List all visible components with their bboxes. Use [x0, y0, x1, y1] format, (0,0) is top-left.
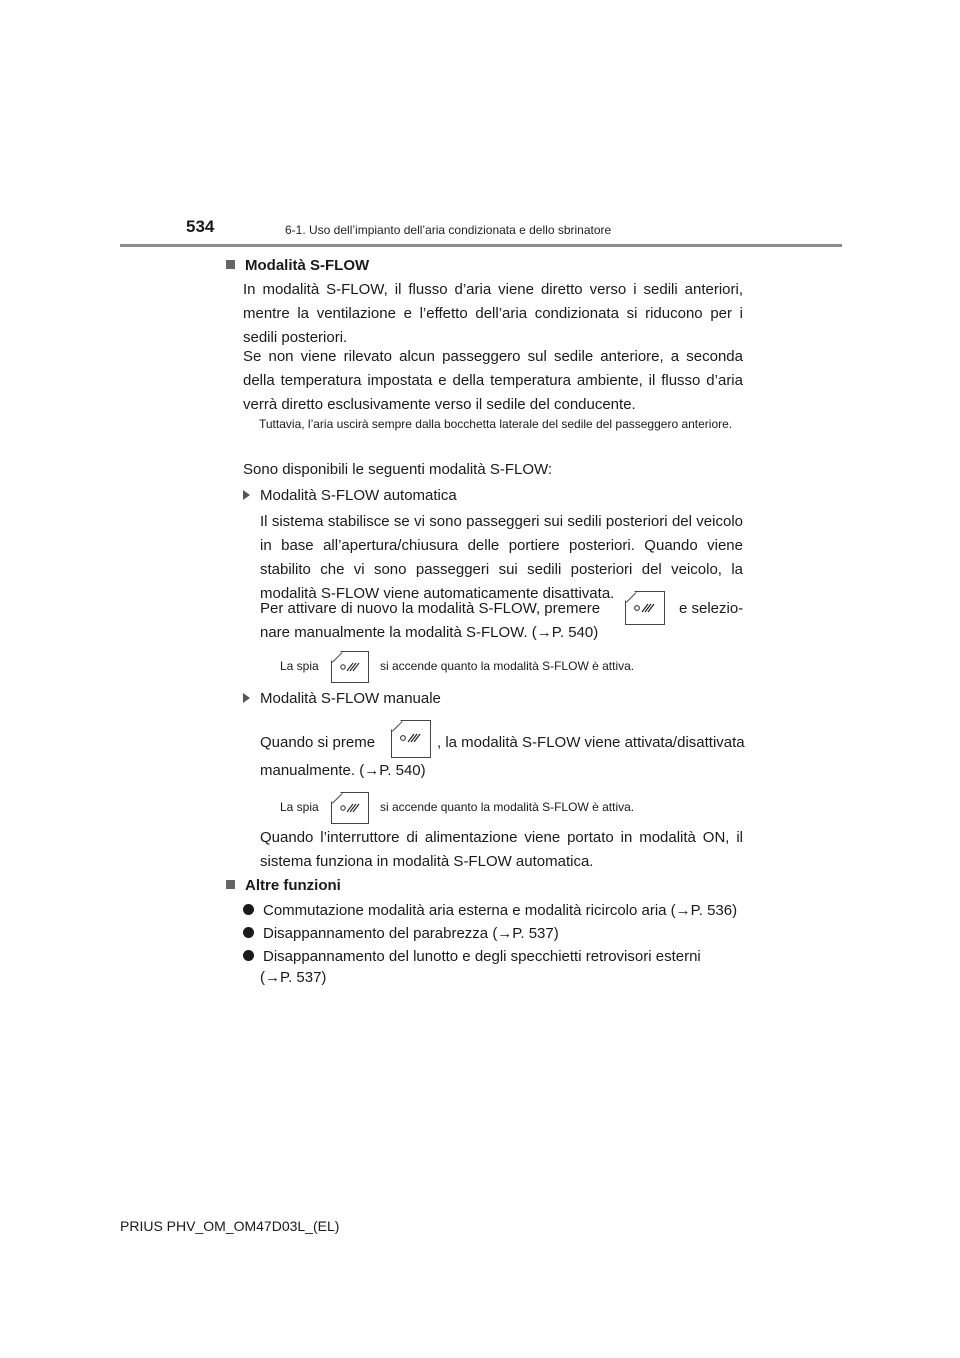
page-header: [120, 217, 842, 247]
header-divider: [120, 244, 842, 247]
document-code: PRIUS PHV_OM_OM47D03L_(EL): [120, 1218, 340, 1234]
auto-mode-title: Modalità S-FLOW automatica: [243, 484, 457, 508]
auto-mode-description: Il sistema stabilisce se vi sono passeggeri sui sedili posteriori del veicolo in base all’apertura/chiusura delle portiere posteriori. Quando viene stabilito che vi sono passeggeri sui sedili posteriori del veicolo, la modalità S-FLOW viene automaticamente disattivata.: [260, 513, 743, 602]
list-item: Disappannamento del lunotto e degli specchietti retrovisori esterni: [243, 945, 701, 969]
sflow-paragraph-1: In modalità S-FLOW, il flusso d’aria viene diretto verso i sedili anteriori, mentre la ventilazione e l’effetto dell’aria condizionata si riducono per i sedili posteriori.: [243, 281, 743, 346]
s-flow-button-icon: [625, 591, 665, 625]
sflow-heading: Modalità S-FLOW: [226, 254, 369, 278]
power-on-paragraph: Quando l’interruttore di alimentazione viene portato in modalità ON, il sistema funziona in modalità S-FLOW automatica.: [260, 829, 743, 870]
auto-mode-select-text: e selezio-: [679, 600, 744, 617]
sflow-note: Tuttavia, l’aria uscirà sempre dalla bocchetta laterale del sedile del passeggero anteriore.: [259, 417, 733, 431]
s-flow-indicator-icon: [331, 651, 369, 683]
triangle-bullet-icon: [243, 490, 250, 500]
sflow-available-modes: Sono disponibili le seguenti modalità S-FLOW:: [243, 461, 553, 478]
manual-mode-toggle-text: , la modalità S-FLOW viene attivata/disattivata: [437, 734, 745, 751]
bullet-dot-icon: [243, 927, 254, 938]
list-item: Commutazione modalità aria esterna e modalità ricircolo aria (→P. 536): [243, 899, 737, 923]
s-flow-indicator-icon: [331, 792, 369, 824]
list-item-reference: (→P. 537): [260, 969, 327, 986]
indicator-label-2: La spia: [280, 800, 319, 814]
other-functions-heading: Altre funzioni: [226, 874, 341, 898]
manual-mode-press-text: Quando si preme: [260, 734, 376, 751]
bullet-dot-icon: [243, 950, 254, 961]
indicator-description-1: si accende quanto la modalità S-FLOW è attiva.: [380, 659, 635, 673]
auto-mode-manual-select: nare manualmente la modalità S-FLOW. (→P. 540): [260, 624, 599, 641]
square-bullet-icon: [226, 260, 235, 269]
manual-mode-title: Modalità S-FLOW manuale: [243, 687, 441, 711]
list-item: Disappannamento del parabrezza (→P. 537): [243, 922, 559, 946]
indicator-description-2: si accende quanto la modalità S-FLOW è attiva.: [380, 800, 635, 814]
s-flow-button-icon: [391, 720, 431, 758]
auto-mode-press-text: Per attivare di nuovo la modalità S-FLOW, premere: [260, 600, 601, 617]
indicator-label-1: La spia: [280, 659, 319, 673]
page-number: 534: [186, 217, 215, 236]
sflow-paragraph-2: Se non viene rilevato alcun passeggero sul sedile anteriore, a seconda della temperatura impostata e della temperatura ambiente, il flusso d’aria verrà diretto esclusivamente verso il sedile del conducente.: [243, 348, 743, 413]
manual-mode-manually: manualmente. (→P. 540): [260, 762, 426, 779]
triangle-bullet-icon: [243, 693, 250, 703]
square-bullet-icon: [226, 880, 235, 889]
bullet-dot-icon: [243, 904, 254, 915]
section-title: 6-1. Uso dell’impianto dell’aria condizionata e dello sbrinatore: [285, 223, 612, 237]
